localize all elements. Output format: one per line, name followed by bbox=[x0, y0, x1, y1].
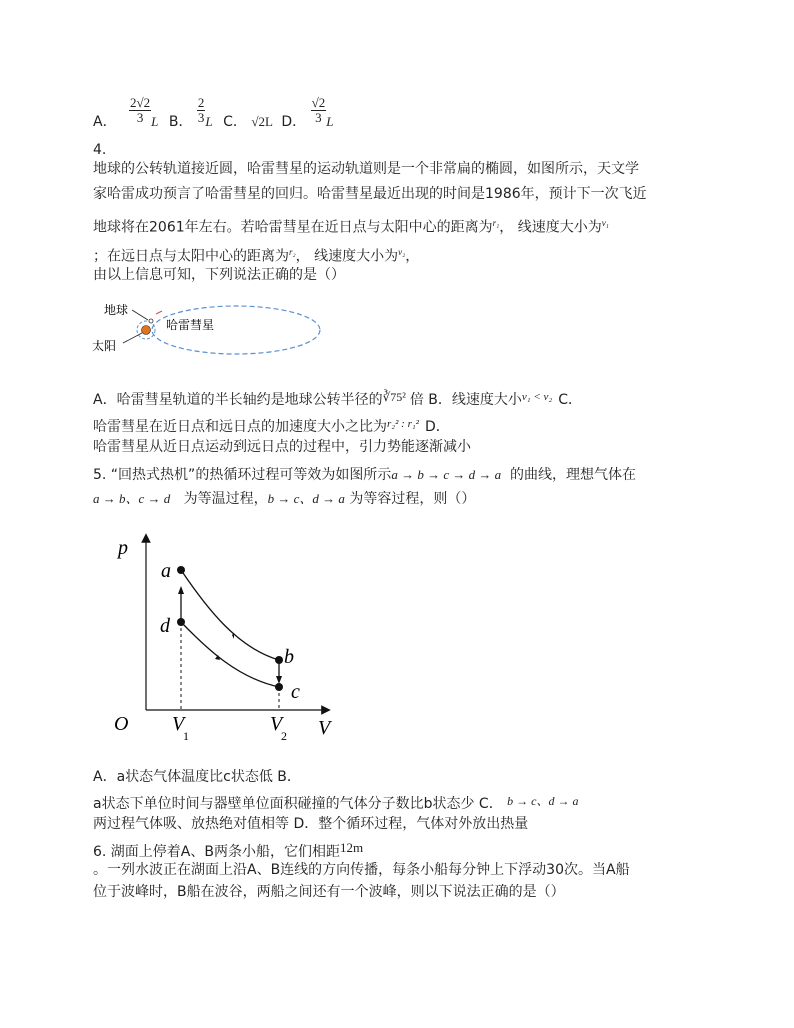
q3-option-c-value: √2L bbox=[251, 114, 273, 129]
sun-icon bbox=[142, 326, 151, 335]
q6-line-1 bbox=[93, 838, 363, 862]
q6-line-1-text: 6. 湖面上停着A、B两条小船，它们相距 bbox=[93, 844, 340, 860]
q4-line-3-text: 地球将在2061年左右。若哈雷彗星在近日点与太阳中心的距离为 bbox=[93, 219, 493, 236]
q5-option-b bbox=[93, 791, 578, 814]
q4-line-1: 地球的公转轨道接近圆，哈雷彗星的运动轨道则是一个非常扁的椭圆，如图所示，天文学 bbox=[93, 161, 639, 177]
q4-r1: r₁ bbox=[492, 218, 500, 228]
q4-r2: r₂ bbox=[289, 247, 296, 257]
q4-line-3 bbox=[93, 213, 609, 238]
q4-line-4-speed: ， 线速度大小为 bbox=[295, 248, 399, 265]
p-axis-label: p bbox=[118, 537, 128, 559]
label-v2-sub: 2 bbox=[281, 729, 287, 743]
q5-isothermal: a → b、c → d bbox=[93, 491, 171, 506]
point-b bbox=[275, 656, 283, 664]
point-c bbox=[275, 683, 283, 691]
label-d: d bbox=[160, 615, 170, 637]
label-v1-sub: 1 bbox=[183, 729, 189, 743]
q4-option-d-label: D． bbox=[424, 419, 450, 435]
q4-option-a bbox=[93, 387, 582, 410]
q3-option-d-var: L bbox=[326, 114, 334, 129]
orbit-diagram bbox=[90, 296, 330, 360]
q6-distance: 12m bbox=[340, 840, 364, 855]
q5-line-1-text: 5. “回热式热机”的热循环过程可等效为如图所示 bbox=[93, 467, 392, 483]
q4-option-a-text: A．哈雷彗星轨道的半长轴约是地球公转半径的 bbox=[93, 392, 383, 408]
q4-option-c-text: 哈雷彗星在近日点和远日点的加速度大小之比为 bbox=[93, 419, 387, 435]
q3-options bbox=[93, 94, 334, 132]
earth-pointer bbox=[132, 310, 148, 320]
curve-a-to-b bbox=[181, 570, 279, 660]
arrow-d-to-a bbox=[178, 586, 184, 594]
label-v1: V bbox=[172, 713, 185, 735]
q3-option-a-var: L bbox=[151, 114, 159, 129]
q4-option-d: 哈雷彗星从近日点运动到远日点的过程中，引力势能逐渐减小 bbox=[93, 439, 471, 455]
q5-option-a: A．a状态气体温度比c状态低 B． bbox=[93, 769, 301, 785]
label-c: c bbox=[291, 681, 300, 703]
fig-sun-label: 太阳 bbox=[92, 339, 117, 353]
q4-option-c bbox=[93, 414, 450, 437]
q6-line-2: 。一列水波正在湖面上沿A、B连线的方向传播，每条小船每分钟上下浮动30次。当A船 bbox=[93, 862, 630, 878]
q3-option-b-label: B． bbox=[168, 114, 193, 130]
q4-option-b-text: 倍 B．线速度大小 bbox=[409, 392, 522, 408]
q5-option-c-expr: b → c、d → a bbox=[507, 794, 579, 808]
q5-option-c: 两过程气体吸、放热绝对值相等 D．整个循环过程，气体对外放出热量 bbox=[93, 816, 529, 832]
q4-option-b-expr: v₁ < v₂ bbox=[521, 391, 553, 403]
fig-earth-label: 地球 bbox=[104, 303, 129, 317]
q3-option-b-var: L bbox=[205, 114, 213, 129]
q4-v2: v₂ bbox=[398, 247, 406, 257]
q3-option-b-fraction: $\frac{2}{3}$ bbox=[197, 94, 205, 125]
arrow-b-to-c bbox=[276, 676, 282, 684]
q5-option-b-text: a状态下单位时间与器壁单位面积碰撞的气体分子数比b状态少 C． bbox=[93, 796, 503, 812]
earth-icon bbox=[149, 319, 153, 323]
comet-icon bbox=[156, 311, 162, 314]
q4-line-2: 家哈雷成功预言了哈雷彗星的回归。哈雷彗星最近出现的时间是1986年，预计下一次飞近 bbox=[93, 186, 647, 202]
v-axis-label: V bbox=[318, 717, 331, 739]
label-v2: V bbox=[270, 713, 283, 735]
point-a bbox=[177, 566, 185, 574]
q4-line-5: 由以上信息可知，下列说法正确的是（） bbox=[93, 267, 345, 283]
label-b: b bbox=[284, 646, 294, 668]
label-a: a bbox=[161, 560, 171, 582]
q4-number: 4. bbox=[93, 142, 107, 158]
q3-option-d-fraction: $\frac{√2}{3}$ bbox=[311, 94, 326, 125]
q4-line-4-comma: ， bbox=[405, 248, 420, 265]
q5-line-2 bbox=[93, 489, 475, 509]
q4-option-a-root: ∛75² bbox=[382, 390, 406, 404]
q5-cycle: a → b → c → d → a bbox=[391, 467, 502, 482]
q4-line-4-text: ；在远日点与太阳中心的距离为 bbox=[93, 248, 289, 265]
q3-option-c-label: C． bbox=[223, 114, 247, 130]
q5-line-2-tail: 为等容过程，则（） bbox=[349, 491, 476, 507]
fig-comet-label: 哈雷彗星 bbox=[166, 318, 215, 332]
q5-isochoric: b → c、d → a bbox=[267, 491, 345, 506]
q6-line-3: 位于波峰时，B船在波谷，两船之间还有一个波峰，则以下说法正确的是（） bbox=[93, 884, 565, 900]
q5-line-2-text: 为等温过程， bbox=[183, 491, 268, 507]
sun-pointer bbox=[123, 333, 142, 343]
point-d bbox=[177, 618, 185, 626]
q4-option-c-expr: r₂² : r₁² bbox=[387, 418, 419, 430]
q5-line-1 bbox=[93, 465, 636, 485]
pv-graph bbox=[108, 530, 348, 744]
q4-v1: v₁ bbox=[601, 218, 609, 228]
q5-line-1-tail: 的曲线，理想气体在 bbox=[510, 467, 636, 483]
q4-line-4 bbox=[93, 242, 419, 267]
q4-option-c-label: C． bbox=[558, 392, 583, 408]
origin-label: O bbox=[114, 713, 129, 735]
q3-option-d-label: D． bbox=[281, 114, 307, 130]
q3-option-a-fraction: $\frac{2√2}{3}$ bbox=[130, 94, 151, 125]
q3-option-a-label: A． bbox=[93, 114, 117, 130]
q4-line-3-speed: ， 线速度大小为 bbox=[499, 219, 602, 236]
